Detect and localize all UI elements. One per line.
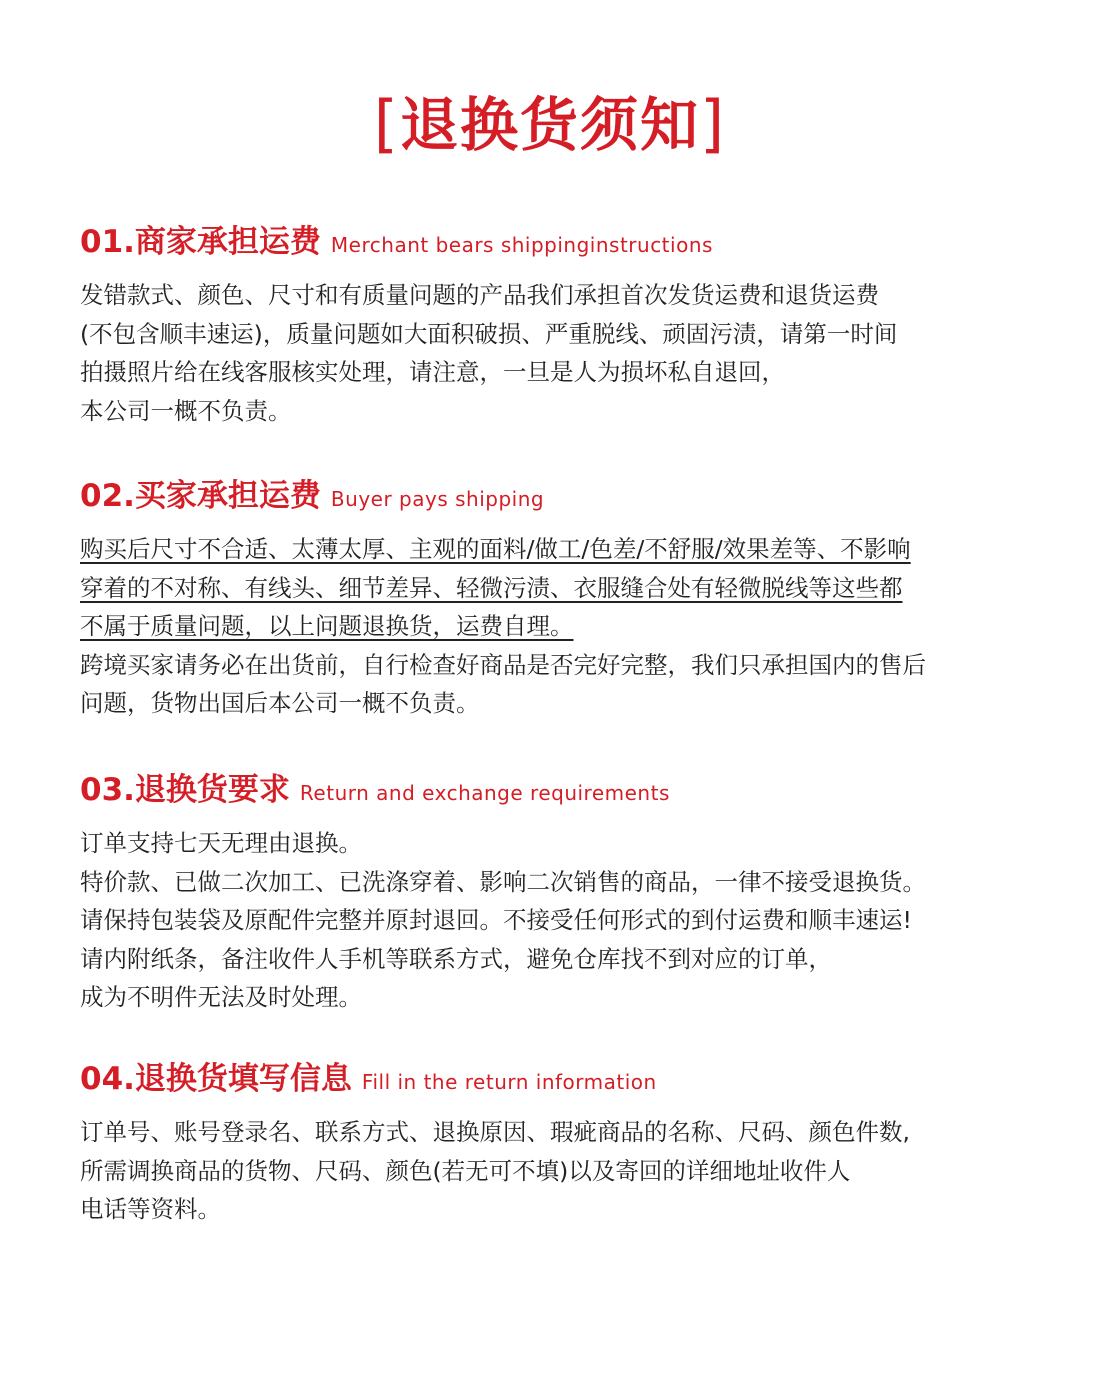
section-heading — [80, 216, 1040, 268]
body-line: 请保持包装袋及原配件完整并原封退回。不接受任何形式的到付运费和顺丰速运! — [80, 906, 912, 934]
section-heading-en: Return and exchange requirements — [299, 781, 670, 805]
body-line: 跨境买家请务必在出货前，自行检查好商品是否完好完整，我们只承担国内的售后 — [80, 650, 926, 679]
body-line: 所需调换商品的货物、尺码、颜色(若无可不填)以及寄回的详细地址收件人 — [80, 1156, 851, 1185]
section-number: 01. — [80, 224, 135, 260]
body-line: 拍摄照片给在线客服核实处理，请注意，一旦是人为损坏私自退回， — [80, 358, 785, 386]
section-heading-cn: 退换货要求 — [134, 772, 290, 808]
body-line: 问题，货物出国后本公司一概不负责。 — [80, 689, 480, 717]
section-heading — [80, 764, 1040, 816]
body-line: 特价款、已做二次加工、已洗涤穿着、影响二次销售的商品，一律不接受退换货。 — [80, 867, 926, 896]
section-return-information — [80, 1053, 1040, 1229]
body-line: 发错款式、颜色、尺寸和有质量问题的产品我们承担首次发货运费和退货运费 — [80, 281, 879, 309]
section-heading — [80, 470, 1040, 522]
title-bracket-open: [ — [373, 87, 400, 160]
section-number: 03. — [80, 772, 135, 808]
section-number: 04. — [80, 1061, 135, 1097]
section-heading-cn: 退换货填写信息 — [134, 1061, 352, 1097]
body-line: 订单号、账号登录名、联系方式、退换原因、瑕疵商品的名称、尺码、颜色件数, — [80, 1118, 910, 1146]
section-merchant-bears-shipping — [80, 216, 1040, 430]
section-heading-en: Fill in the return information — [361, 1070, 657, 1094]
body-line: (不包含顺丰速运)，质量问题如大面积破损、严重脱线、顽固污渍，请第一时间 — [80, 319, 898, 348]
section-heading-en: Merchant bears shippinginstructions — [330, 233, 713, 257]
section-body — [80, 1113, 1040, 1229]
section-return-exchange-requirements — [80, 764, 1040, 1017]
section-number: 02. — [80, 478, 135, 514]
body-line: 本公司一概不负责。 — [80, 396, 292, 425]
body-line: 成为不明件无法及时处理。 — [80, 983, 362, 1011]
page-title — [0, 84, 1100, 165]
body-line: 请内附纸条，备注收件人手机等联系方式，避免仓库找不到对应的订单， — [80, 944, 832, 973]
section-heading-cn: 商家承担运费 — [134, 224, 321, 260]
section-heading — [80, 1053, 1040, 1105]
section-body — [80, 276, 1040, 430]
section-heading-cn: 买家承担运费 — [134, 478, 321, 514]
section-body — [80, 530, 1040, 723]
underlined-line: 购买后尺寸不合适、太薄太厚、主观的面料/做工/色差/不舒服/效果差等、不影响 — [80, 535, 911, 563]
body-line: 电话等资料。 — [80, 1195, 221, 1223]
underlined-line: 不属于质量问题，以上问题退换货，运费自理。 — [80, 612, 574, 640]
section-heading-en: Buyer pays shipping — [330, 487, 545, 511]
title-bracket-close: ] — [700, 87, 727, 160]
underlined-line: 穿着的不对称、有线头、细节差异、轻微污渍、衣服缝合处有轻微脱线等这些都 — [80, 573, 903, 602]
body-line: 订单支持七天无理由退换。 — [80, 829, 362, 857]
title-text: 退换货须知 — [399, 91, 700, 159]
section-body — [80, 824, 1040, 1017]
section-buyer-pays-shipping — [80, 470, 1040, 723]
